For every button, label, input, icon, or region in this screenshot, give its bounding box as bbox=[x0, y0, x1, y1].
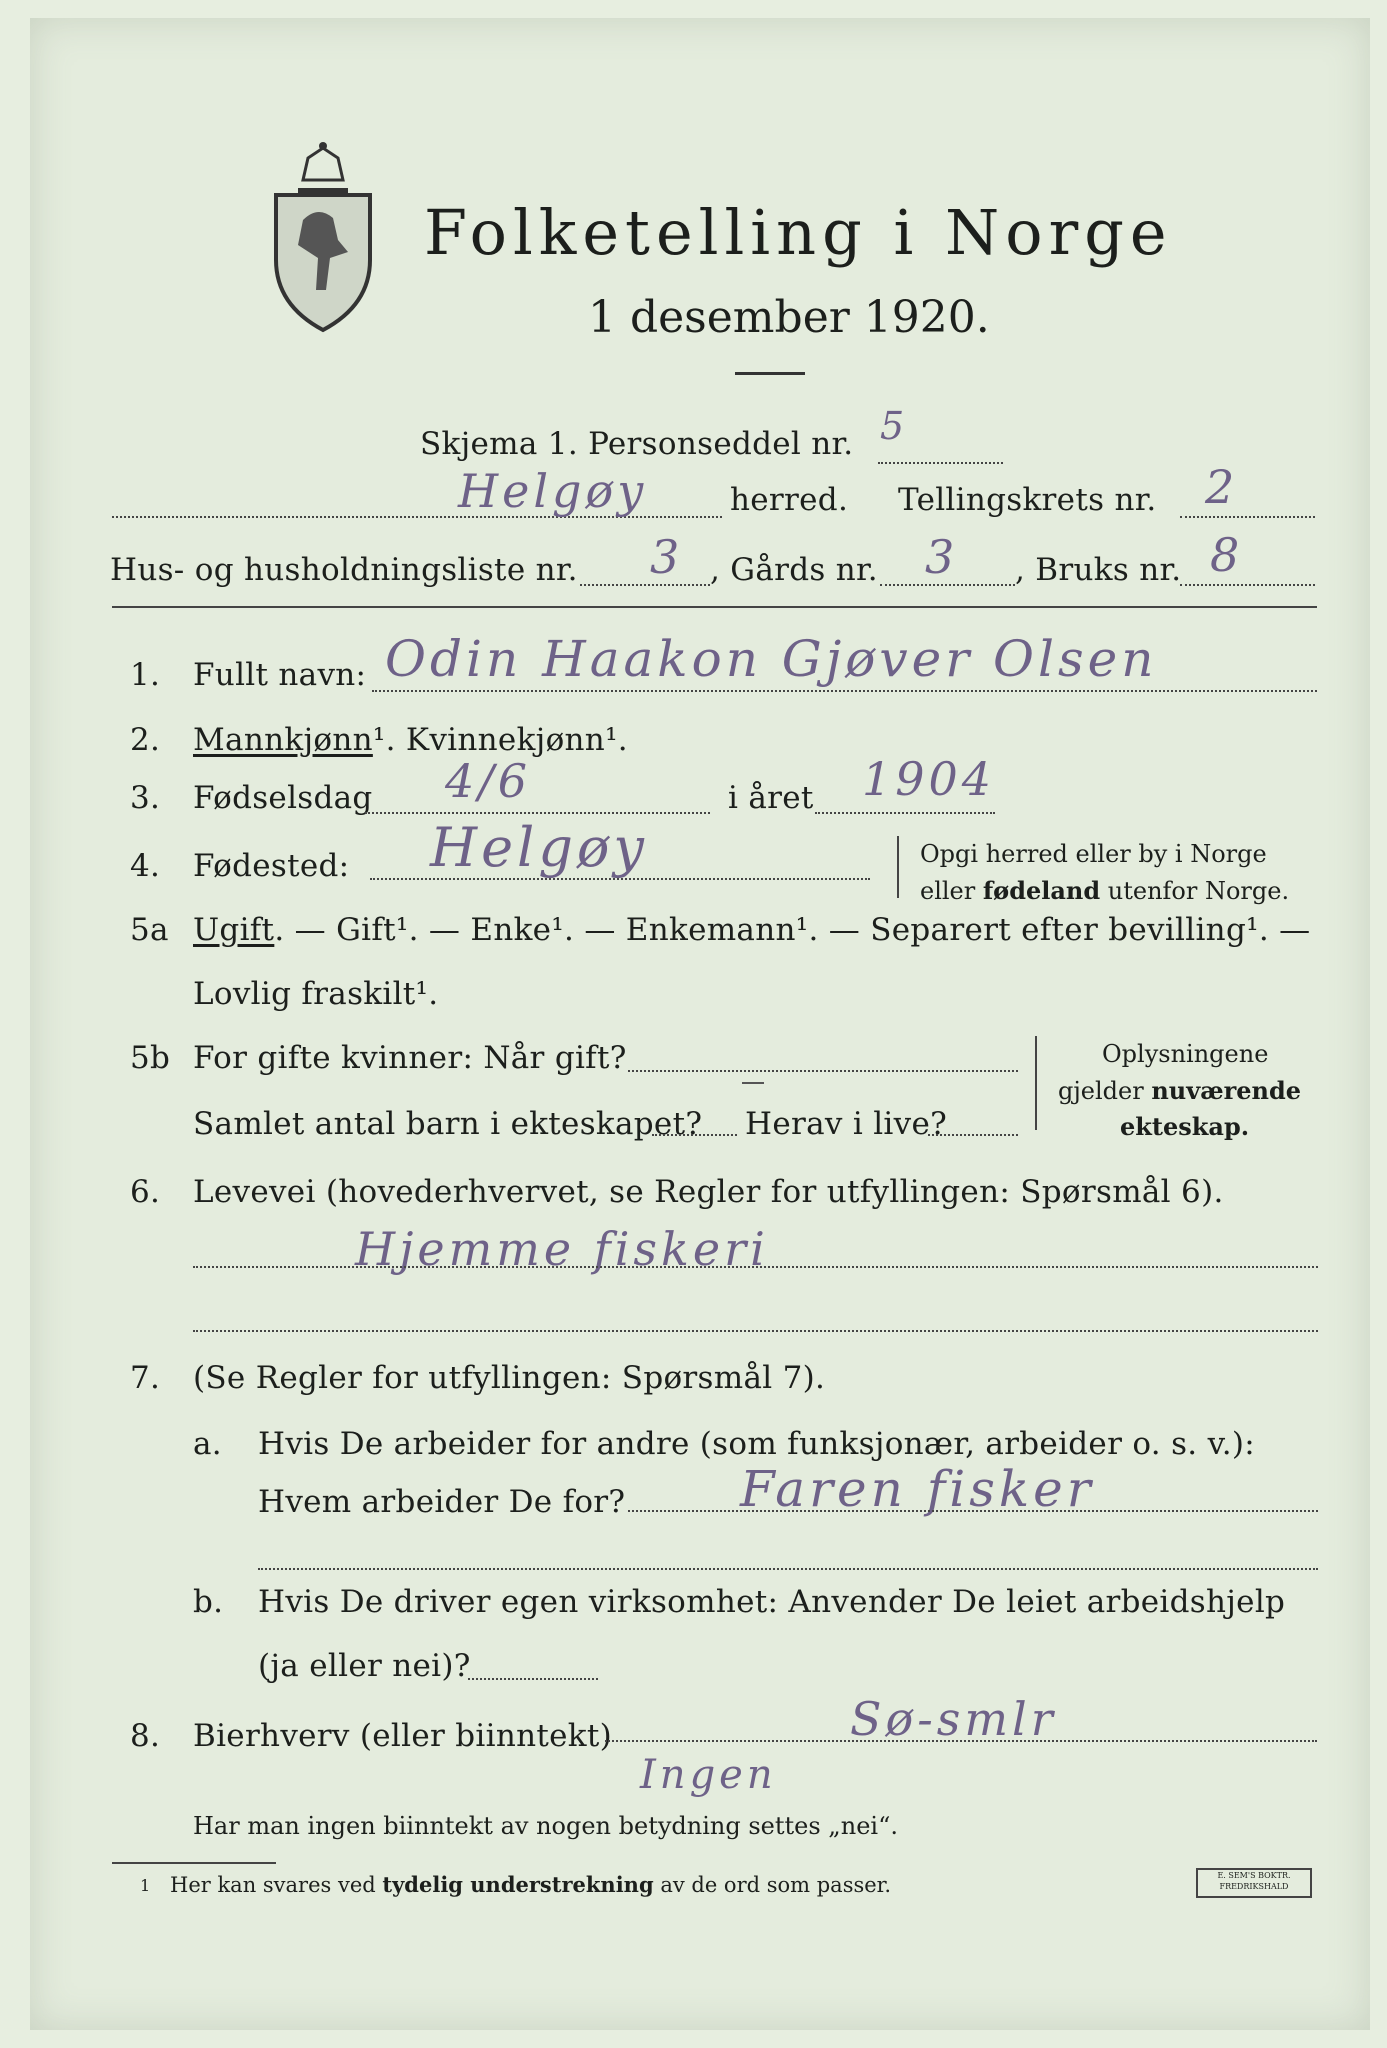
side-income-note: Har man ingen biinntekt av nogen betydning settes „nei“. bbox=[193, 1812, 898, 1840]
gender-options: Mannkjønn¹. Kvinnekjønn¹. bbox=[193, 722, 628, 758]
header-separator bbox=[112, 606, 1317, 608]
q7a-text: Hvis De arbeider for andre (som funksjonær, arbeider o. s. v.): bbox=[258, 1426, 1256, 1462]
marriage-note-line1: Oplysningene bbox=[1102, 1040, 1269, 1068]
occupation-line-2 bbox=[193, 1330, 1318, 1332]
herred-label: herred. bbox=[730, 482, 849, 518]
married-when-dash bbox=[742, 1082, 764, 1084]
birthplace-note-line1: Opgi herred eller by i Norge bbox=[920, 840, 1267, 868]
marriage-note-line2: gjelder nuværende bbox=[1058, 1076, 1302, 1105]
q8-number: 8. bbox=[130, 1718, 161, 1754]
marriage-note-brace bbox=[1035, 1036, 1039, 1130]
q3-label: Fødselsdag bbox=[193, 780, 373, 816]
children-total-line bbox=[652, 1134, 737, 1136]
q6-number: 6. bbox=[130, 1174, 161, 1210]
q1-number: 1. bbox=[130, 657, 161, 693]
q7b-text: Hvis De driver egen virksomhet: Anvender De leiet arbeidshjelp bbox=[258, 1584, 1286, 1620]
gards-label: , Gårds nr. bbox=[710, 552, 878, 588]
full-name-line bbox=[372, 690, 1317, 692]
birthplace-note-line2: eller fødeland utenfor Norge. bbox=[920, 876, 1290, 905]
census-date: 1 desember 1920. bbox=[588, 292, 990, 343]
q7b-question: (ja eller nei)? bbox=[258, 1648, 471, 1684]
side-income-label: Bierhverv (eller biinntekt) bbox=[193, 1718, 613, 1754]
herred-value: Helgøy bbox=[458, 464, 648, 518]
gards-line bbox=[880, 584, 1015, 586]
husholdningsliste-number: 3 bbox=[650, 530, 684, 584]
birthday-value: 4/6 bbox=[445, 754, 532, 808]
tellingskrets-line bbox=[1180, 516, 1315, 518]
birthplace-line bbox=[370, 878, 870, 880]
birth-year-value: 1904 bbox=[862, 752, 996, 806]
employer-line-1 bbox=[628, 1510, 1318, 1512]
bruks-number: 8 bbox=[1210, 528, 1244, 582]
footnote-rule bbox=[112, 1862, 276, 1864]
male-option: Mannkjønn bbox=[193, 722, 373, 758]
personseddel-line bbox=[878, 462, 1003, 464]
side-income-line bbox=[605, 1740, 1317, 1742]
husholdningsliste-label: Hus- og husholdningsliste nr. bbox=[110, 552, 578, 588]
q7-number: 7. bbox=[130, 1360, 161, 1396]
married-when-label: For gifte kvinner: Når gift? bbox=[193, 1040, 627, 1076]
coat-of-arms-icon bbox=[268, 140, 378, 335]
q5b-number: 5b bbox=[130, 1040, 171, 1076]
full-name-value: Odin Haakon Gjøver Olsen bbox=[385, 630, 1158, 688]
tellingskrets-number: 2 bbox=[1205, 460, 1239, 514]
q7b-letter: b. bbox=[193, 1584, 224, 1620]
marriage-note-line3: ekteskap. bbox=[1120, 1112, 1250, 1141]
q7-label: (Se Regler for utfyllingen: Spørsmål 7). bbox=[193, 1360, 826, 1396]
children-alive-line bbox=[928, 1134, 1018, 1136]
form-title: Folketelling i Norge bbox=[424, 196, 1173, 269]
occupation-line-1 bbox=[193, 1266, 1318, 1268]
husholdningsliste-line bbox=[580, 584, 710, 586]
birthplace-note-brace bbox=[897, 836, 901, 898]
employer-line-2 bbox=[258, 1568, 1318, 1570]
bruks-label: , Bruks nr. bbox=[1015, 552, 1182, 588]
footnote-text: Her kan svares ved tydelig understrekning av de ord som passer. bbox=[170, 1872, 892, 1897]
employer-value: Faren fisker bbox=[740, 1460, 1095, 1518]
q7a-letter: a. bbox=[193, 1426, 222, 1462]
q1-label: Fullt navn: bbox=[193, 657, 367, 693]
q5a-number: 5a bbox=[130, 912, 169, 948]
year-label: i året bbox=[728, 780, 814, 816]
q4-number: 4. bbox=[130, 848, 161, 884]
personseddel-number: 5 bbox=[880, 404, 909, 448]
side-income-value: Sø-smlr bbox=[850, 1692, 1057, 1746]
q7a-employer-label: Hvem arbeider De for? bbox=[258, 1484, 626, 1520]
occupation-value: Hjemme fiskeri bbox=[355, 1222, 769, 1276]
birth-year-line bbox=[815, 812, 995, 814]
ugift-option: Ugift bbox=[193, 912, 275, 948]
children-total-label: Samlet antal barn i ekteskapet? bbox=[193, 1106, 703, 1142]
tellingskrets-label: Tellingskrets nr. bbox=[898, 482, 1157, 518]
printer-stamp: E. SEM'S BOKTR. FREDRIKSHALD bbox=[1196, 1868, 1312, 1898]
side-income-value-2: Ingen bbox=[640, 1752, 777, 1798]
married-when-line bbox=[628, 1070, 1018, 1072]
lovlig-fraskilt-option: Lovlig fraskilt¹. bbox=[193, 976, 439, 1012]
q2-number: 2. bbox=[130, 722, 161, 758]
title-divider bbox=[735, 372, 805, 375]
bruks-line bbox=[1180, 584, 1315, 586]
q4-label: Fødested: bbox=[193, 848, 350, 884]
birthday-line bbox=[365, 812, 710, 814]
occupation-label: Levevei (hovederhvervet, se Regler for utfyllingen: Spørsmål 6). bbox=[193, 1174, 1224, 1210]
marital-status-options: Ugift. — Gift¹. — Enke¹. — Enkemann¹. — Separert efter bevilling¹. — bbox=[193, 912, 1311, 948]
gards-number: 3 bbox=[925, 530, 959, 584]
children-alive-label: Herav i live? bbox=[745, 1106, 948, 1142]
female-option: Kvinnekjønn bbox=[405, 722, 606, 758]
hired-help-line bbox=[468, 1678, 598, 1680]
q3-number: 3. bbox=[130, 780, 161, 816]
footnote-mark: 1 bbox=[140, 1876, 151, 1895]
birthplace-value: Helgøy bbox=[430, 816, 648, 879]
schema-label: Skjema 1. Personseddel nr. bbox=[420, 426, 854, 462]
